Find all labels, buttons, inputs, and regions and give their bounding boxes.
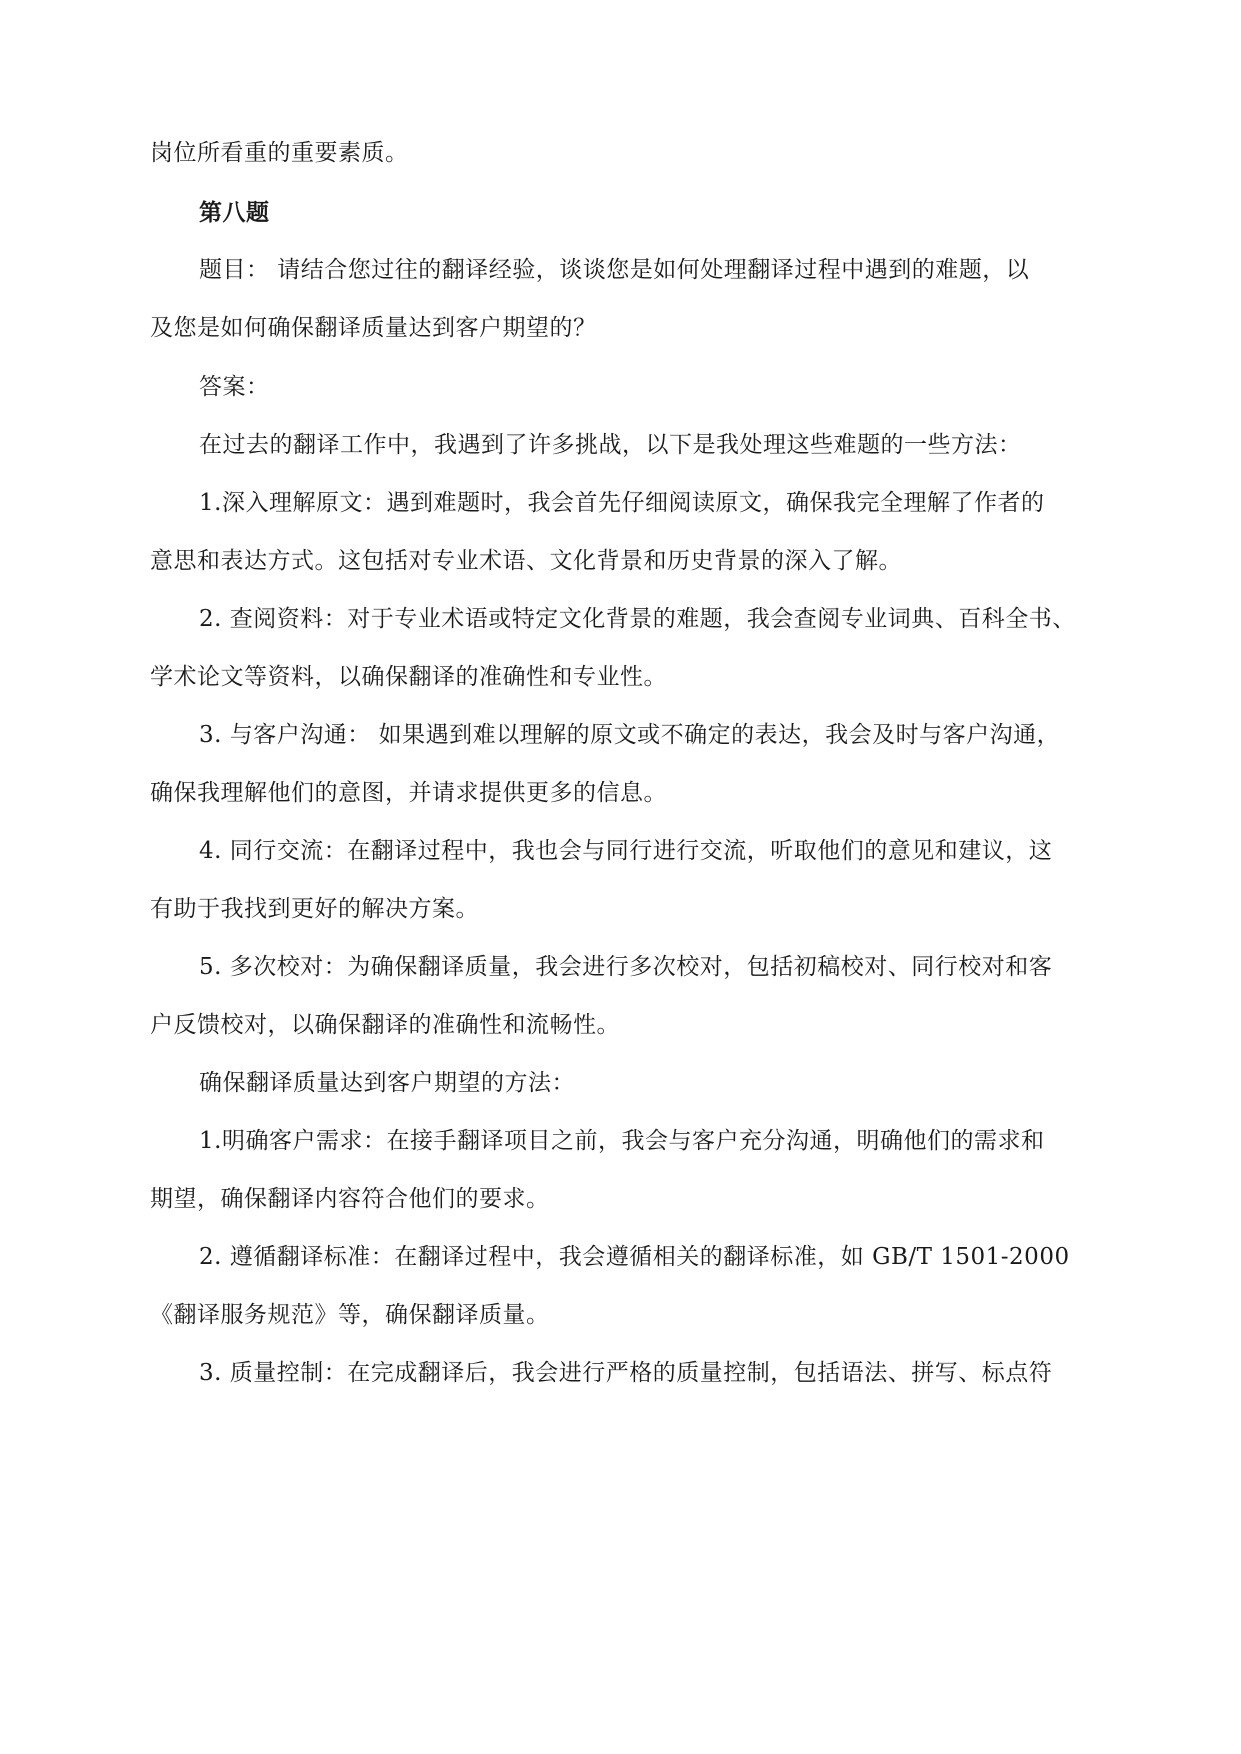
section-heading: 第八题 — [199, 199, 270, 226]
quality-3-line-1: 3. 质量控制：在完成翻译后，我会进行严格的质量控制，包括语法、拼写、标点符 — [199, 1360, 1053, 1386]
text-line-continuation: 岗位所看重的重要素质。 — [150, 140, 409, 166]
method-5-line-2: 户反馈校对，以确保翻译的准确性和流畅性。 — [150, 1012, 620, 1038]
answer-intro: 在过去的翻译工作中，我遇到了许多挑战，以下是我处理这些难题的一些方法： — [199, 432, 1022, 458]
quality-1-line-1: 1.明确客户需求：在接手翻译项目之前，我会与客户充分沟通，明确他们的需求和 — [199, 1128, 1045, 1154]
quality-1-line-2: 期望，确保翻译内容符合他们的要求。 — [150, 1186, 550, 1212]
question-line-1: 题目： 请结合您过往的翻译经验，谈谈您是如何处理翻译过程中遇到的难题，以 — [199, 257, 1030, 283]
answer-label: 答案： — [199, 374, 270, 400]
quality-2-line-1: 2. 遵循翻译标准：在翻译过程中，我会遵循相关的翻译标准，如 GB/T 1501-2000 — [199, 1244, 1070, 1270]
quality-2-line-2: 《翻译服务规范》等，确保翻译质量。 — [150, 1302, 550, 1328]
method-2-line-1: 2. 查阅资料：对于专业术语或特定文化背景的难题，我会查阅专业词典、百科全书、 — [199, 606, 1076, 632]
method-5-line-1: 5. 多次校对：为确保翻译质量，我会进行多次校对，包括初稿校对、同行校对和客 — [199, 954, 1053, 980]
method-1-line-2: 意思和表达方式。这包括对专业术语、文化背景和历史背景的深入了解。 — [150, 548, 902, 574]
method-3-line-2: 确保我理解他们的意图，并请求提供更多的信息。 — [150, 780, 667, 806]
method-4-line-1: 4. 同行交流：在翻译过程中，我也会与同行进行交流，听取他们的意见和建议，这 — [199, 838, 1053, 864]
method-1-line-1: 1.深入理解原文：遇到难题时，我会首先仔细阅读原文，确保我完全理解了作者的 — [199, 490, 1045, 516]
method-3-line-1: 3. 与客户沟通： 如果遇到难以理解的原文或不确定的表达，我会及时与客户沟通， — [199, 722, 1061, 748]
method-4-line-2: 有助于我找到更好的解决方案。 — [150, 896, 479, 922]
question-line-2: 及您是如何确保翻译质量达到客户期望的？ — [150, 315, 597, 341]
method-2-line-2: 学术论文等资料，以确保翻译的准确性和专业性。 — [150, 664, 667, 690]
quality-methods-intro: 确保翻译质量达到客户期望的方法： — [199, 1070, 575, 1096]
